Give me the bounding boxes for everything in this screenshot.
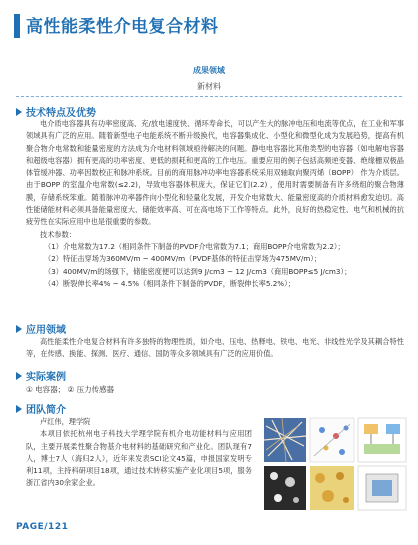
team-leader: 卢红伟，理学院 <box>40 417 91 426</box>
section-heading-team <box>16 401 66 416</box>
team-body <box>26 416 252 490</box>
section-heading-text: 实际案例 <box>26 372 66 383</box>
triangle-bullet-icon <box>16 405 22 413</box>
triangle-bullet-icon <box>16 325 22 333</box>
spec-item-4: （4）断裂伸长率4% ~ 4.5%（相同条件下制备的PVDF，断裂伸长率5.2%）； <box>44 278 295 288</box>
device-photo-image <box>358 466 406 510</box>
fiber-network-image <box>264 418 306 462</box>
microstructure-image <box>310 466 354 510</box>
triangle-bullet-icon <box>16 108 22 116</box>
spec-title: 技术参数： <box>40 229 76 239</box>
application-body <box>26 336 404 361</box>
spec-item-1: （1）介电常数为17.2（相同条件下制备的PVDF介电常数为7.1；商用BOPP介电常数为2.2）； <box>44 241 345 251</box>
composite-schematic-image <box>310 418 354 462</box>
particle-sem-image <box>264 466 306 510</box>
page-title: 高性能柔性介电复合材料 <box>26 17 219 37</box>
header-divider <box>16 96 402 97</box>
field-value: 新材料 <box>197 82 221 91</box>
title-accent-bar <box>14 14 20 38</box>
case-item-1: ① 电容器； <box>26 385 66 394</box>
team-paragraph: 本项目依托杭州电子科技大学理学院有机介电功能材料与应用团队，主要开展柔性聚合物基介电材料的基础研究和产业化。团队现有7人，博士7人（海归2人），近年来发表SCI论文45篇，申报国家发明专利11项，主持科研项目18项，通过技术转移实施产业化项目5项，服务浙江省内30余家企业。 <box>26 429 252 488</box>
diagram-image <box>358 418 406 462</box>
section-heading-application <box>16 321 66 336</box>
section-heading-text: 应用领域 <box>26 325 66 336</box>
triangle-bullet-icon <box>16 372 22 380</box>
page-number: PAGE/121 <box>16 522 69 532</box>
field-label: 成果领域 <box>193 66 225 75</box>
spec-item-3: （3）400MV/m的场强下，储能密度便可以达到9 J/cm3 ~ 12 J/cm3（商用BOPP≤5 J/cm3）； <box>44 266 352 276</box>
team-figure-collage <box>262 416 408 512</box>
section-heading-text: 技术特点及优势 <box>26 108 96 119</box>
application-paragraph: 高性能柔性介电复合材料有许多独特的物理性质，如介电、压电、热释电、铁电、电光、非线性光学及其耦合特性等，在传感、换能、探测、医疗、通信、国防等众多领域具有广泛的应用价值。 <box>26 337 404 359</box>
section-heading-cases <box>16 368 66 383</box>
spec-item-2: （2）特征击穿场为360MV/m ~ 400MV/m（PVDF基体的特征击穿场为475MV/m）； <box>44 254 322 264</box>
features-body <box>26 118 404 290</box>
section-heading-text: 团队简介 <box>26 405 66 416</box>
features-paragraph: 电介质电容器具有功率密度高、充/放电速度快、循环寿命长，可以产生大的脉冲电压和电流等优点，在工业和军事领域具有广泛的应用。随着新型电子电能系统不断升级换代，电容器集成化、小型化和微型化成为发展趋势，提高有机聚合物介电常数和能量密度的方法成为介电材料领域亟待解决的问题。静电电容器比其他类型的电容器（如电解电容器和超级电容器）拥有更高的功率密度、更低的损耗和更高的工作电压。重要应用的例子包括高频逆变器、绝缘栅双极晶体管缓冲器、功率因数校正和脉冲系统。目前的商用脉冲功率电容器系统采用双轴取向聚丙烯（BOPP） 作为介质层。由于BOPP 的室温介电常数(≤2.2)，导致电容器体积庞大，保证它们(2.2) ，使用时需要制备有许多绕组的聚合物薄膜，存储系统笨重。随着脉冲功率器件向小型化和轻量化发展，开发介电常数大、能量密度高的介质材料愈发迫切。高性能储能材料必须具备能量密度大、储能效率高、可在高电场下工作等特点。此外，良好的热稳定性、电气和机械的抗疲劳性在实际应用中也是很重要的参数。 <box>26 119 404 227</box>
section-heading-features <box>16 104 96 119</box>
case-list <box>26 384 114 395</box>
case-item-2: ② 压力传感器 <box>67 385 115 394</box>
